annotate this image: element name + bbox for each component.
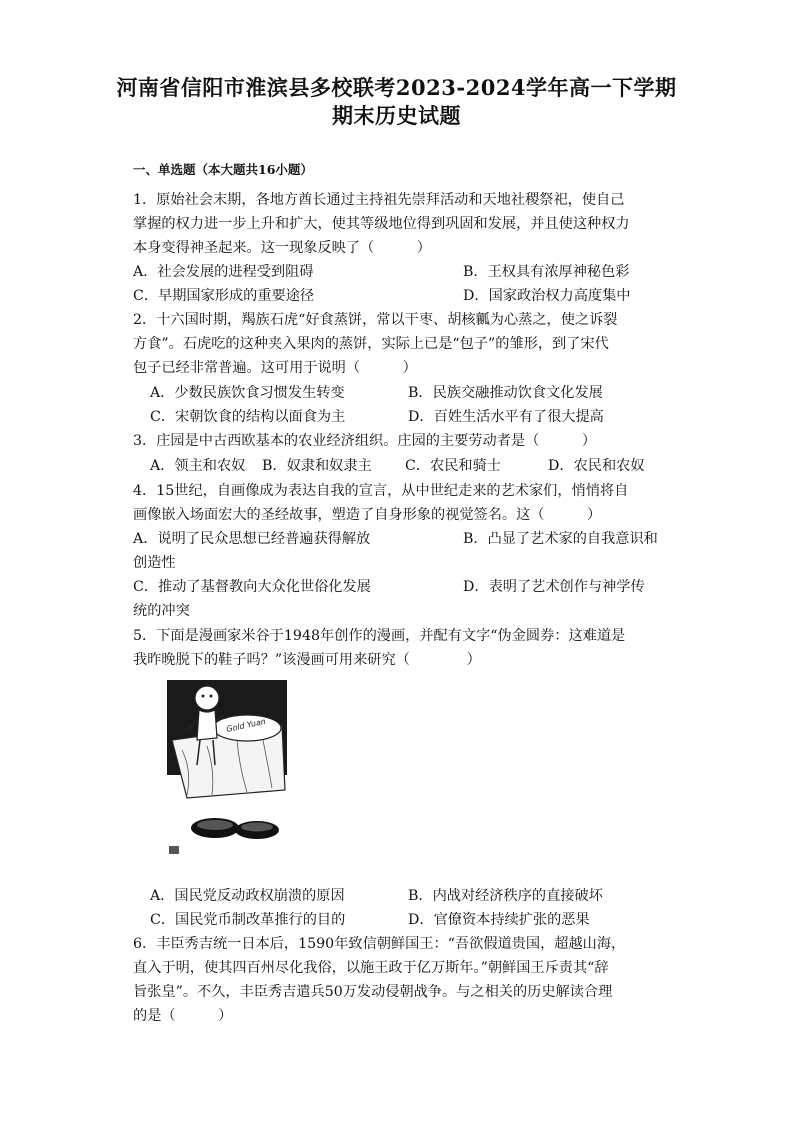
q5-option-b: B．内战对经济秩序的直接破坏 — [408, 888, 603, 904]
q6-line2: 直入于明，使其四百州尽化我俗，以施王政于亿万斯年。”朝鲜国王斥责其“辞 — [133, 960, 609, 976]
q2-option-c: C．宋朝饮食的结构以面食为主 — [150, 409, 346, 425]
q2-line3: 包子已经非常普遍。这可用于说明（ ） — [133, 360, 417, 376]
q1-line1: 1．原始社会末期，各地方酋长通过主持祖先崇拜活动和天地社稷祭祀，使自己 — [133, 192, 625, 208]
q4-option-d: D．表明了艺术创作与神学传 — [463, 579, 645, 595]
q2-option-d: D．百姓生活水平有了很大提高 — [408, 409, 604, 425]
cartoon-figure-head — [195, 686, 219, 710]
q2-line2: 方食”。石虎吃的这种夹入果肉的蒸饼，实际上已是“包子”的雏形，到了宋代 — [133, 336, 609, 352]
q6-line1: 6．丰臣秀吉统一日本后，1590年致信朝鲜国王：“吾欲假道贵国，超越山海， — [133, 936, 626, 952]
q4-option-c: C．推动了基督教向大众化世俗化发展 — [133, 579, 371, 595]
q2-option-b: B．民族交融推动饮食文化发展 — [408, 385, 603, 401]
q1-line2: 掌握的权力进一步上升和扩大，使其等级地位得到巩固和发展，并且使这种权力 — [133, 216, 630, 232]
page-title-line1: 河南省信阳市淮滨县多校联考2023-2024学年高一下学期 — [116, 75, 677, 100]
q3-option-b: B．奴隶和奴隶主 — [262, 458, 372, 474]
q4-option-a: A．说明了民众思想已经普遍获得解放 — [133, 531, 371, 547]
q1-option-c: C．早期国家形成的重要途径 — [133, 288, 315, 304]
q3-option-a: A．领主和农奴 — [150, 458, 246, 474]
q4-option-b-cont: 创造性 — [133, 555, 176, 571]
q5-line2: 我昨晚脱下的鞋子吗？”该漫画可用来研究（ ） — [133, 652, 481, 668]
cartoon-image — [167, 680, 287, 860]
cartoon-signature-mark — [169, 846, 179, 854]
section-heading: 一、单选题（本大题共16小题） — [133, 162, 313, 177]
q5-option-c: C．国民党币制改革推行的目的 — [150, 912, 346, 928]
q2-line1: 2．十六国时期，羯族石虎“好食蒸饼，常以干枣、胡核瓤为心蒸之，使之诉裂 — [133, 312, 618, 328]
page-title-line2: 期末历史试题 — [332, 103, 461, 128]
q1-option-a: A．社会发展的进程受到阻碍 — [133, 264, 314, 280]
q5-option-d: D．官僚资本持续扩张的恶果 — [408, 912, 590, 928]
q4-option-d-cont: 统的冲突 — [133, 603, 190, 619]
q1-option-d: D．国家政治权力高度集中 — [463, 288, 631, 304]
q5-line1: 5．下面是漫画家米谷于1948年创作的漫画，并配有文字“伪金圆券：这难道是 — [133, 628, 626, 644]
q4-line2: 画像嵌入场面宏大的圣经故事，塑造了自身形象的视觉签名。这（ ） — [133, 507, 602, 523]
cartoon-figure-body — [197, 710, 217, 740]
q6-line3: 旨张皇”。不久，丰臣秀吉遣兵50万发动侵朝战争。与之相关的历史解读合理 — [133, 984, 613, 1000]
q5-option-a: A．国民党反动政权崩溃的原因 — [150, 888, 345, 904]
q2-option-a: A．少数民族饮食习惯发生转变 — [150, 385, 345, 401]
q3-line1: 3．庄园是中古西欧基本的农业经济组织。庄园的主要劳动者是（ ） — [133, 433, 597, 449]
q1-line3: 本身变得神圣起来。这一现象反映了（ ） — [133, 240, 431, 256]
q3-option-d: D．农民和农奴 — [548, 458, 645, 474]
q6-line4: 的是（ ） — [133, 1008, 233, 1024]
q1-option-b: B．王权具有浓厚神秘色彩 — [463, 264, 630, 280]
q4-option-b: B．凸显了艺术家的自我意识和 — [463, 531, 658, 547]
q4-line1: 4．15世纪，自画像成为表达自我的宣言，从中世纪走来的艺术家们，悄悄将自 — [133, 483, 629, 499]
q3-option-c: C．农民和骑士 — [405, 458, 501, 474]
cartoon-pillow-label: Gold Yuan — [225, 716, 267, 734]
